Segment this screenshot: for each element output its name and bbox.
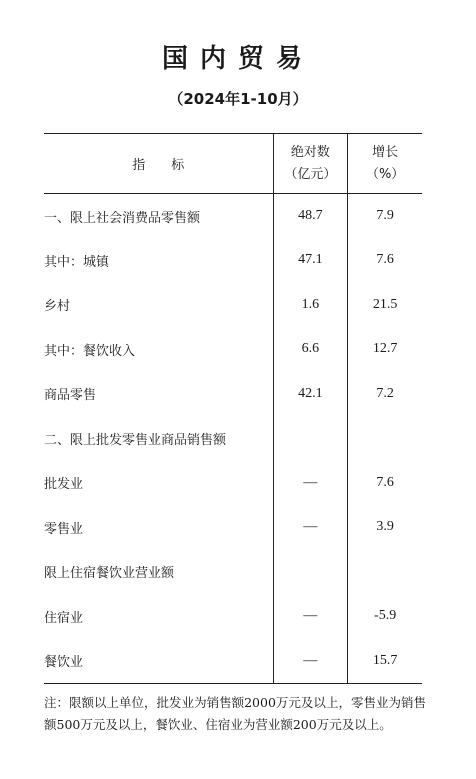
header-indicator: 指 标 <box>132 158 185 173</box>
row-growth <box>348 416 422 461</box>
table-row <box>44 639 422 684</box>
table-row <box>44 505 422 550</box>
row-value: 6.6 <box>273 327 348 372</box>
row-label: 其中：城镇 <box>44 254 110 270</box>
row-label: 批发业 <box>44 477 84 493</box>
row-label: 一、限上社会消费品零售额 <box>44 210 201 226</box>
row-growth: 7.2 <box>348 372 422 417</box>
row-growth: 21.5 <box>348 283 422 328</box>
footnote: 注：限额以上单位，批发业为销售额2000万元及以上，零售业为销售额500万元及以上，餐饮业、住宿业为营业额200万元及以上。 <box>44 695 426 732</box>
table-body <box>44 194 422 684</box>
table-header <box>44 134 422 194</box>
table-row <box>44 194 422 239</box>
row-label: 二、限上批发零售业商品销售额 <box>44 432 227 448</box>
header-growth <box>348 134 422 194</box>
row-growth: -5.9 <box>348 594 422 639</box>
row-label: 餐饮业 <box>44 655 84 670</box>
row-label: 住宿业 <box>44 610 84 626</box>
row-label: 商品零售 <box>44 388 97 404</box>
row-growth: 7.6 <box>348 461 422 506</box>
row-growth <box>348 550 422 595</box>
table-row <box>44 327 422 372</box>
table-row <box>44 238 422 283</box>
table-row <box>44 283 422 328</box>
row-value: — <box>273 505 348 550</box>
table-row <box>44 372 422 417</box>
row-value: 47.1 <box>273 238 348 283</box>
header-absolute-line2: （亿元） <box>284 166 337 182</box>
row-label: 零售业 <box>44 521 84 537</box>
row-value: — <box>273 461 348 506</box>
row-label: 其中：餐饮收入 <box>44 343 136 359</box>
row-growth: 15.7 <box>348 639 422 684</box>
row-value: 42.1 <box>273 372 348 417</box>
row-value: 48.7 <box>273 194 348 239</box>
header-growth-line2: （%） <box>365 166 405 182</box>
row-value: — <box>273 594 348 639</box>
row-growth: 7.6 <box>348 238 422 283</box>
page-title: 国内贸易 <box>161 44 314 74</box>
header-absolute <box>273 134 348 194</box>
trade-table <box>44 133 422 684</box>
row-label: 乡村 <box>44 299 71 315</box>
row-growth: 12.7 <box>348 327 422 372</box>
row-label: 限上住宿餐饮业营业额 <box>44 566 175 582</box>
row-value <box>273 550 348 595</box>
table-row <box>44 594 422 639</box>
row-value: — <box>273 639 348 684</box>
row-growth: 7.9 <box>348 194 422 239</box>
table-row <box>44 550 422 595</box>
table-row <box>44 416 422 461</box>
row-value <box>273 416 348 461</box>
row-growth: 3.9 <box>348 505 422 550</box>
row-value: 1.6 <box>273 283 348 328</box>
header-absolute-line1: 绝对数 <box>290 144 330 160</box>
header-growth-line1: 增长 <box>372 144 399 160</box>
table-row <box>44 461 422 506</box>
page-subtitle: （2024年1-10月） <box>168 90 308 108</box>
